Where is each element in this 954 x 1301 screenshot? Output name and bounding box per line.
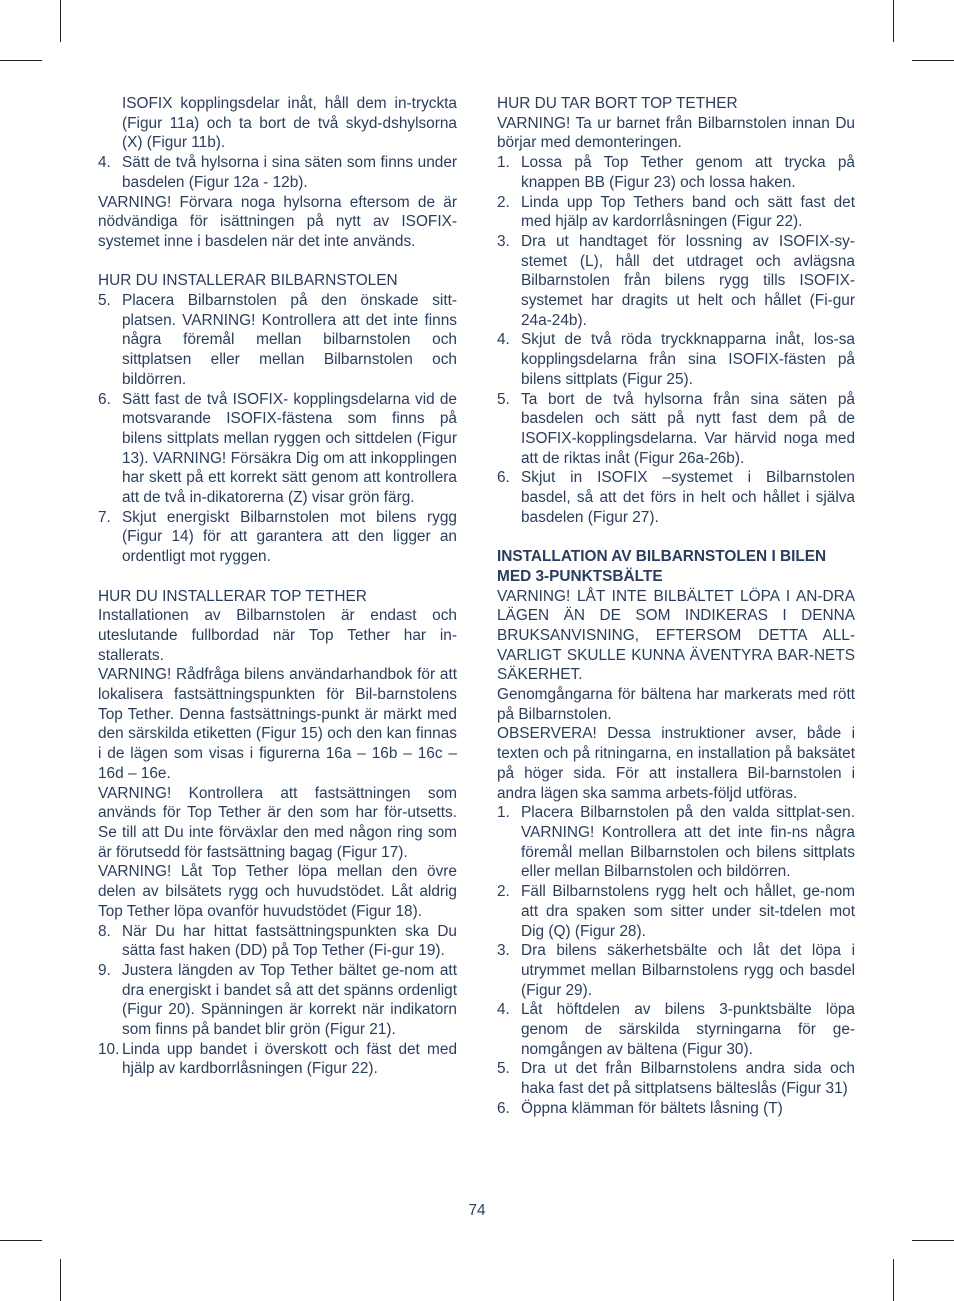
list-item — [497, 468, 855, 527]
list-item-number: 2. — [497, 193, 510, 211]
list-item-number: 2. — [497, 883, 510, 901]
list-item-text: Skjut energiskt Bilbarnstolen mot bilens rygg (Figur 14) för att garantera att den ligger an ordentligt mot ryggen. — [122, 508, 457, 566]
list-item — [497, 390, 855, 469]
list-item-number: 4. — [98, 154, 111, 172]
spacer — [98, 567, 457, 587]
crop-mark — [893, 1259, 894, 1301]
list-item-text: Skjut in ISOFIX –systemet i Bilbarnstolen basdel, så att det förs in helt och hållet i själva basdelen (Figur 27). — [521, 469, 855, 526]
paragraph: VARNING! LÅT INTE BILBÄLTET LÖPA I AN-DRA LÄGEN ÄN DE SOM INDIKERAS I DENNA BRUKSANVISNING, EFTERSOM DETTA ALL-VARLIGT SKULLE KUNNA ÄVENTYRA BAR-NETS SÄKERHET. — [497, 587, 855, 684]
list-item-text: Justera längden av Top Tether bältet ge-nom att dra energiskt i bandet så att det spänns ordenligt (Figur 20). Spänningen är korrekt när indikatorn som finns på bandet blir grön (Figur 21). — [122, 961, 457, 1039]
list-item-number: 9. — [98, 961, 111, 979]
list-item — [497, 803, 855, 882]
list-item — [98, 508, 457, 567]
crop-mark — [912, 60, 954, 61]
list-item-text: Sätt de två hylsorna i sina säten som finns under basdelen (Figur 12a - 12b). — [122, 154, 457, 191]
paragraph: HUR DU TAR BORT TOP TETHER — [497, 95, 738, 112]
list-item-text: Lossa på Top Tether genom att trycka på knappen BB (Figur 23) och lossa haken. — [521, 154, 855, 191]
list-item-text: Linda upp Top Tethers band och sätt fast det med hjälp av kardorrlåsningen (Figur 22). — [521, 193, 855, 231]
section-heading: INSTALLATION AV BILBARNSTOLEN I BILEN MED 3-PUNKTSBÄLTE — [497, 548, 827, 585]
crop-mark — [60, 1259, 61, 1301]
list-item-text: Dra ut det från Bilbarnstolens andra sida och haka fast det på sittplatsens bälteslås (Figur 31) — [521, 1060, 855, 1098]
list-item-number: 1. — [497, 154, 510, 172]
list-item-text: Placera Bilbarnstolen på den valda sittplat-sen. VARNING! Kontrollera att det inte fin-ns några föremål mellan Bilbarnstolen och bilens sittplats eller mellan Bilbarnstolen och bildörren. — [521, 804, 855, 881]
crop-mark — [60, 0, 61, 42]
paragraph: HUR DU INSTALLERAR BILBARNSTOLEN — [98, 272, 398, 290]
paragraph: VARNING! Förvara noga hylsorna eftersom de är nödvändiga för isättningen på nytt av ISOFIX-systemet inne i basdelen när det inte används. — [98, 193, 457, 250]
list-item-text: Fäll Bilbarnstolens rygg helt och hållet, ge-nom att dra spaken som sitter under sit-tdelen mot Dig (Q) (Figur 28). — [521, 883, 855, 940]
list-item-text: Placera Bilbarnstolen på den önskade sitt-platsen. VARNING! Kontrollera att det inte finns några föremål mellan bilbarnstolen och sittplatsen eller mellan Bilbarnstolen och bildörren. — [122, 292, 457, 388]
list-item-number: 5. — [497, 1060, 510, 1078]
list-item-number: 6. — [98, 390, 111, 408]
list-item — [98, 390, 457, 508]
list-item — [497, 1099, 855, 1119]
list-item-text: Dra ut handtaget för lossning av ISOFIX-sy-stemet (L), håll det utdraget och avlägsna Bilbarnstolen från bilens rygg tills ISOFIX-systemet har dragits ut helt och hållet (Fi-gur 24a-24b). — [521, 232, 855, 329]
list-item — [98, 922, 457, 961]
list-item-number: 5. — [98, 292, 111, 310]
spacer — [98, 252, 457, 272]
list-item-text: Dra bilens säkerhetsbälte och låt det löpa i utrymmet mellan Bilbarnstolens rygg och basdel (Figur 29). — [521, 942, 855, 999]
list-item-number: 10. — [98, 1040, 120, 1058]
list-item-text: Linda upp bandet i överskott och fäst det med hjälp av kardborrlåsningen (Figur 22). — [122, 1040, 457, 1078]
left-column — [98, 94, 457, 1079]
list-item-text: Ta bort de två hylsorna från sina säten på basdelen och sätt på nytt fast dem på de ISOFIX-kopplingsdelarna. Var härvid noga med att de riktas inåt (Figur 26a-26b). — [521, 390, 855, 467]
list-item — [98, 291, 457, 390]
list-item-number: 6. — [497, 469, 510, 487]
paragraph: VARNING! Låt Top Tether löpa mellan den övre delen av bilsätets rygg och huvudstödet. Låt aldrig Top Tether löpa ovanför huvudstödet (Figur 18). — [98, 863, 457, 920]
list-item-number: 5. — [497, 390, 510, 408]
list-item-number: 8. — [98, 922, 111, 940]
list-item — [497, 1000, 855, 1059]
crop-mark — [0, 60, 42, 61]
list-item-number: 7. — [98, 508, 111, 526]
paragraph: Genomgångarna för bältena har markerats med rött på Bilbarnstolen. — [497, 686, 855, 723]
list-item-number: 4. — [497, 1001, 510, 1019]
paragraph: OBSERVERA! Dessa instruktioner avser, både i texten och på ritningarna, en installation på baksätet på höger sida. För att installera Bil-barnstolen i andra lägen ska samma arbets-följd utföras. — [497, 725, 855, 802]
paragraph: VARNING! Ta ur barnet från Bilbarnstolen innan Du börjar med demonteringen. — [497, 114, 855, 152]
list-item — [497, 193, 855, 232]
crop-mark — [893, 0, 894, 42]
spacer — [497, 527, 855, 547]
list-item — [497, 330, 855, 389]
paragraph: VARNING! Kontrollera att fastsättningen som används för Top Tether är den som har för-utsetts. Se till att Du inte förväxlar den med någon ring som är förutsedd för fastsättning bagag (Figur 17). — [98, 784, 457, 861]
list-item-text: När Du har hittat fastsättningspunkten ska Du sätta fast haken (DD) på Top Tether (Fi-gur 19). — [122, 922, 457, 960]
list-item — [497, 882, 855, 941]
list-item-number: 6. — [497, 1099, 510, 1117]
list-item — [497, 1059, 855, 1098]
list-item — [98, 1040, 457, 1079]
list-item — [98, 153, 457, 192]
list-item — [497, 232, 855, 331]
list-item-text: Sätt fast de två ISOFIX- kopplingsdelarna vid de motsvarande ISOFIX-fästena som finns på bilens sittplats mellan ryggen och sittdelen (Figur 13). VARNING! Försäkra Dig om att inkopplingen har skett på ett korrekt sätt genom att kontrollera att de två in-dikatorerna (Z) visar grön färg. — [122, 390, 457, 507]
list-item-text: Låt höftdelen av bilens 3-punktsbälte löpa genom de särskilda styrningarna för ge-nomgången av bältena (Figur 30). — [521, 1001, 855, 1058]
list-item-number: 1. — [497, 804, 510, 822]
list-item — [497, 153, 855, 192]
crop-mark — [912, 1240, 954, 1241]
list-item-number: 3. — [497, 232, 510, 250]
crop-mark — [0, 1240, 42, 1241]
right-column — [497, 94, 855, 1119]
list-item-number: 4. — [497, 331, 510, 349]
paragraph: VARNING! Rådfråga bilens användarhandbok för att lokalisera fastsättningspunkten för Bil-barnstolens Top Tether. Denna fastsättnings-punkt är märkt med den särskilda etiketten (Figur 15) och den kan finnas i de lägen som visas i figurerna 16a – 16b – 16c – 16d – 16e. — [98, 666, 457, 782]
list-item-number: 3. — [497, 942, 510, 960]
list-item — [98, 961, 457, 1040]
list-item-text: Skjut de två röda tryckknapparna inåt, los-sa kopplingsdelarna från sina ISOFIX-fästen på bilens sittplats (Figur 25). — [521, 331, 855, 388]
paragraph: HUR DU INSTALLERAR TOP TETHER — [98, 587, 367, 605]
page-number: 74 — [468, 1202, 486, 1219]
list-item-text: Öppna klämman för bältets låsning (T) — [521, 1099, 783, 1117]
list-item — [497, 941, 855, 1000]
list-item-continuation: ISOFIX kopplingsdelar inåt, håll dem in-tryckta (Figur 11a) och ta bort de två skyd-dshylsorna (X) (Figur 11b). — [122, 95, 457, 152]
paragraph: Installationen av Bilbarnstolen är endast och uteslutande fullbordad när Top Tether har in-stallerats. — [98, 607, 457, 664]
